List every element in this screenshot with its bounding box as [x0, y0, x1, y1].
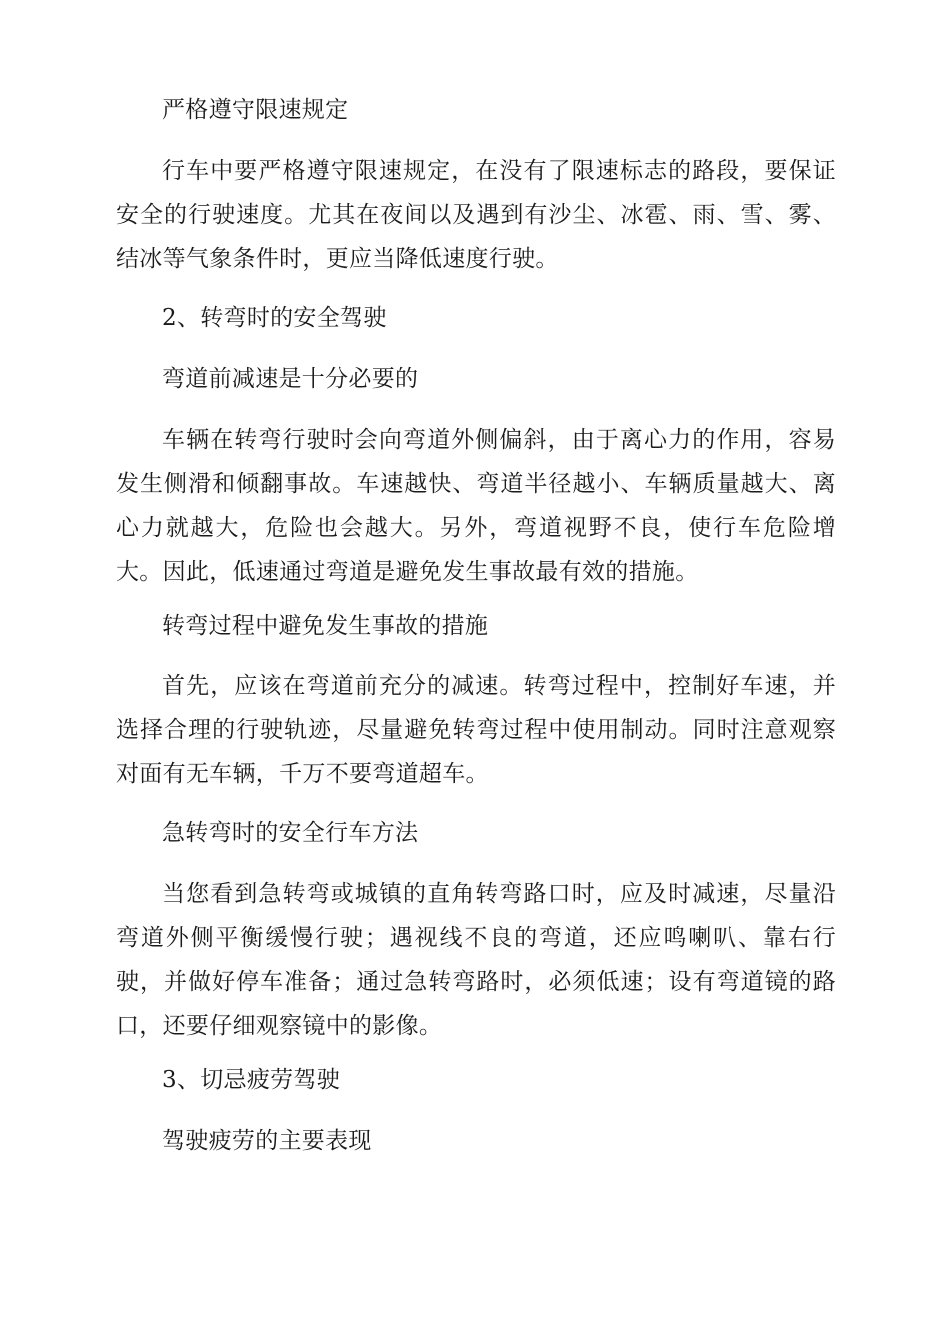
heading-section-2: 2、转弯时的安全驾驶 [162, 305, 387, 331]
paragraph-turning: 首先，应该在弯道前充分的减速。转弯过程中，控制好车速，并选择合理的行驶轨迹，尽量避免转弯过程中使用制动。同时注意观察对面有无车辆，千万不要弯道超车。 [116, 673, 836, 787]
heading-slow-before-curve: 弯道前减速是十分必要的 [162, 366, 419, 392]
heading-fatigue-signs: 驾驶疲劳的主要表现 [162, 1128, 372, 1154]
heading-section-3: 3、切忌疲劳驾驶 [162, 1067, 341, 1093]
paragraph-curve: 车辆在转弯行驶时会向弯道外侧偏斜，由于离心力的作用，容易发生侧滑和倾翻事故。车速越快、弯道半径越小、车辆质量越大、离心力就越大，危险也会越大。另外，弯道视野不良，使行车危险增大。因此，低速通过弯道是避免发生事故最有效的措施。 [116, 427, 836, 585]
heading-turning-measures: 转弯过程中避免发生事故的措施 [162, 613, 489, 639]
paragraph-sharp-turn: 当您看到急转弯或城镇的直角转弯路口时，应及时减速，尽量沿弯道外侧平衡缓慢行驶；遇视线不良的弯道，还应鸣喇叭、靠右行驶，并做好停车准备；通过急转弯路时，必须低速；设有弯道镜的路口，还要仔细观察镜中的影像。 [116, 881, 836, 1039]
paragraph-speed-limit: 行车中要严格遵守限速规定，在没有了限速标志的路段，要保证安全的行驶速度。尤其在夜间以及遇到有沙尘、冰雹、雨、雪、雾、结冰等气象条件时，更应当降低速度行驶。 [116, 158, 836, 272]
heading-speed-limit: 严格遵守限速规定 [162, 97, 349, 123]
heading-sharp-turn: 急转弯时的安全行车方法 [162, 820, 419, 846]
